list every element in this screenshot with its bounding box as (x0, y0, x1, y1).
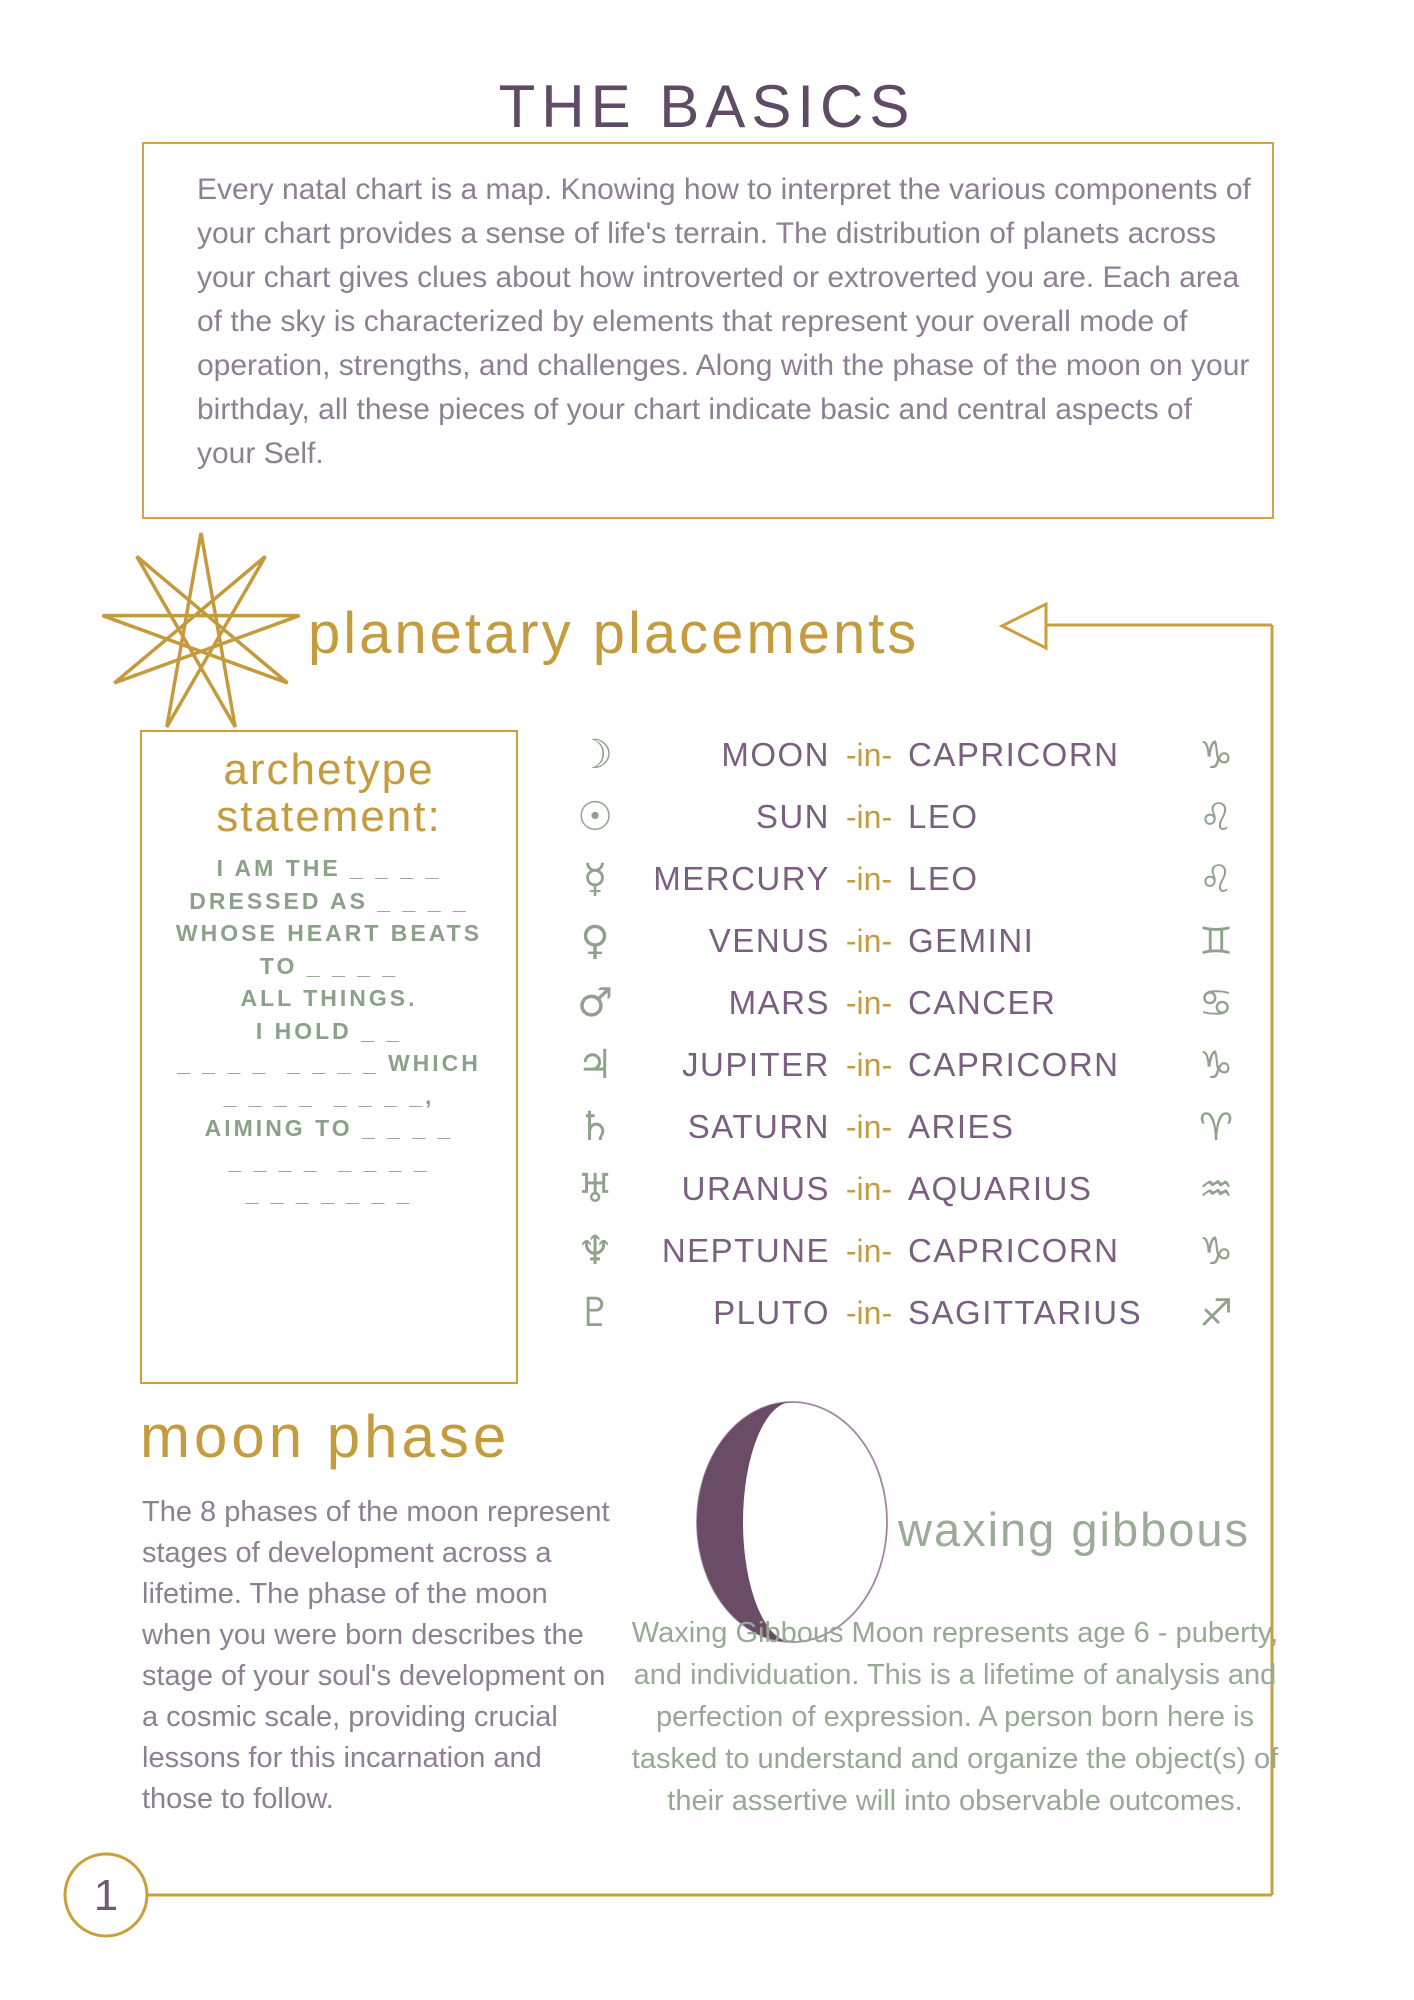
page-number: 1 (93, 1871, 119, 1920)
aries-symbol-icon: ♈ (1198, 1105, 1234, 1149)
sign-name: CAPRICORN (908, 1046, 1120, 1083)
statement-line: _ _ _ _ _ _ _ _ (228, 1147, 430, 1174)
in-connector: -in- (845, 922, 893, 959)
pluto-symbol-icon: ♇ (577, 1290, 613, 1336)
moon-phase-heading: moon phase (140, 1403, 511, 1470)
sign-name: SAGITTARIUS (908, 1294, 1143, 1331)
in-connector: -in- (845, 1232, 893, 1269)
venus-symbol-icon: ♀ (580, 918, 610, 964)
in-connector: -in- (845, 1046, 893, 1083)
planet-name: VENUS (708, 922, 830, 959)
jupiter-symbol-icon: ♃ (577, 1042, 613, 1088)
statement-line: DRESSED AS _ _ _ _ (189, 887, 469, 914)
moon-phase-paragraph: The 8 phases of the moon represent stages of development across a lifetime. The phase of the moon when you were born describes the stage of your soul's development on a cosmic scale, providing crucial lessons for this incarnation and those to follow. (142, 1496, 610, 1815)
statement-line: I HOLD _ _ (255, 1017, 403, 1044)
planet-name: NEPTUNE (661, 1232, 830, 1269)
intro-paragraph: Every natal chart is a map. Knowing how to interpret the various components of your chart provides a sense of life's terrain. The distribution of planets across your chart gives clues about how introverted or extroverted you are. Each area of the sky is characterized by elements that represent your overall mode of operation, strengths, and challenges. Along with the phase of the moon on your birthday, all these pieces of your chart indicate basic and central aspects of your Self. (197, 173, 1251, 470)
archetype-statement-box (140, 730, 518, 1384)
placements-list (560, 724, 1274, 1344)
sign-name: ARIES (908, 1108, 1015, 1145)
moon-symbol-icon: ☽ (577, 732, 613, 778)
planet-name: MARS (728, 984, 830, 1021)
placement-row (560, 848, 1274, 910)
sun-symbol-icon: ☉ (577, 794, 613, 840)
planet-name: MERCURY (653, 860, 830, 897)
placement-row (560, 1096, 1274, 1158)
statement-line: WHOSE HEART BEATS (175, 920, 483, 946)
statement-line: I AM THE _ _ _ _ (216, 855, 442, 881)
sign-name: LEO (908, 860, 979, 897)
planet-name: JUPITER (681, 1046, 830, 1083)
leo-symbol-icon: ♌ (1198, 857, 1234, 901)
neptune-symbol-icon: ♆ (577, 1228, 613, 1274)
placement-row (560, 972, 1274, 1034)
saturn-symbol-icon: ♄ (577, 1104, 613, 1150)
page-title: THE BASICS (498, 73, 916, 140)
sign-name: CANCER (908, 984, 1057, 1021)
cancer-symbol-icon: ♋ (1198, 981, 1234, 1025)
statement-line: TO _ _ _ _ (259, 952, 399, 979)
placement-row (560, 1282, 1274, 1344)
in-connector: -in- (845, 984, 893, 1021)
planet-name: MOON (721, 736, 830, 773)
archetype-heading-line1: archetype (223, 745, 435, 794)
planetary-placements-heading: planetary placements (308, 601, 920, 666)
placement-row (560, 724, 1274, 786)
leo-symbol-icon: ♌ (1198, 795, 1234, 839)
in-connector: -in- (845, 860, 893, 897)
capricorn-symbol-icon: ♑ (1198, 733, 1234, 777)
planet-name: URANUS (681, 1170, 830, 1207)
left-arrowhead-icon (1002, 604, 1046, 648)
placement-row (560, 1034, 1274, 1096)
planet-name: SATURN (687, 1108, 830, 1145)
placement-row (560, 786, 1274, 848)
placement-row (560, 910, 1274, 972)
archetype-heading-line2: statement: (216, 792, 442, 841)
mercury-symbol-icon: ☿ (582, 856, 608, 902)
statement-line: AIMING TO _ _ _ _ (204, 1115, 454, 1141)
archetype-statement (142, 852, 516, 1210)
in-connector: -in- (845, 736, 893, 773)
capricorn-symbol-icon: ♑ (1198, 1229, 1234, 1273)
sign-name: LEO (908, 798, 979, 835)
in-connector: -in- (845, 798, 893, 835)
in-connector: -in- (845, 1294, 893, 1331)
statement-line: ALL THINGS. (240, 985, 418, 1011)
in-connector: -in- (845, 1170, 893, 1207)
planet-name: PLUTO (713, 1294, 830, 1331)
gemini-symbol-icon: ♊ (1198, 919, 1234, 963)
archetype-heading (142, 746, 516, 840)
placement-row (560, 1158, 1274, 1220)
in-connector: -in- (845, 1108, 893, 1145)
aquarius-symbol-icon: ♒ (1198, 1167, 1234, 1211)
capricorn-symbol-icon: ♑ (1198, 1043, 1234, 1087)
placement-row (560, 1220, 1274, 1282)
statement-line: _ _ _ _ _ _ _ (245, 1180, 413, 1206)
sign-name: GEMINI (908, 922, 1035, 959)
planet-name: SUN (755, 798, 830, 835)
sign-name: CAPRICORN (908, 736, 1120, 773)
uranus-symbol-icon: ♅ (577, 1166, 613, 1212)
nine-pointed-star-icon (96, 528, 306, 738)
statement-line: _ _ _ _ _ _ _ _, (223, 1082, 435, 1109)
mars-symbol-icon: ♂ (577, 980, 613, 1026)
phase-description: Waxing Gibbous Moon represents age 6 - puberty, and individuation. This is a lifetime of analysis and perfection of expression. A person born here is tasked to understand and organize the object(s) of their assertive will into observable outcomes. (631, 1617, 1279, 1817)
sign-name: CAPRICORN (908, 1232, 1120, 1269)
sign-name: AQUARIUS (908, 1170, 1093, 1207)
statement-line: _ _ _ _ _ _ _ _ WHICH (177, 1050, 481, 1076)
phase-label: waxing gibbous (898, 1503, 1250, 1556)
sagittarius-symbol-icon: ♐ (1198, 1291, 1234, 1335)
